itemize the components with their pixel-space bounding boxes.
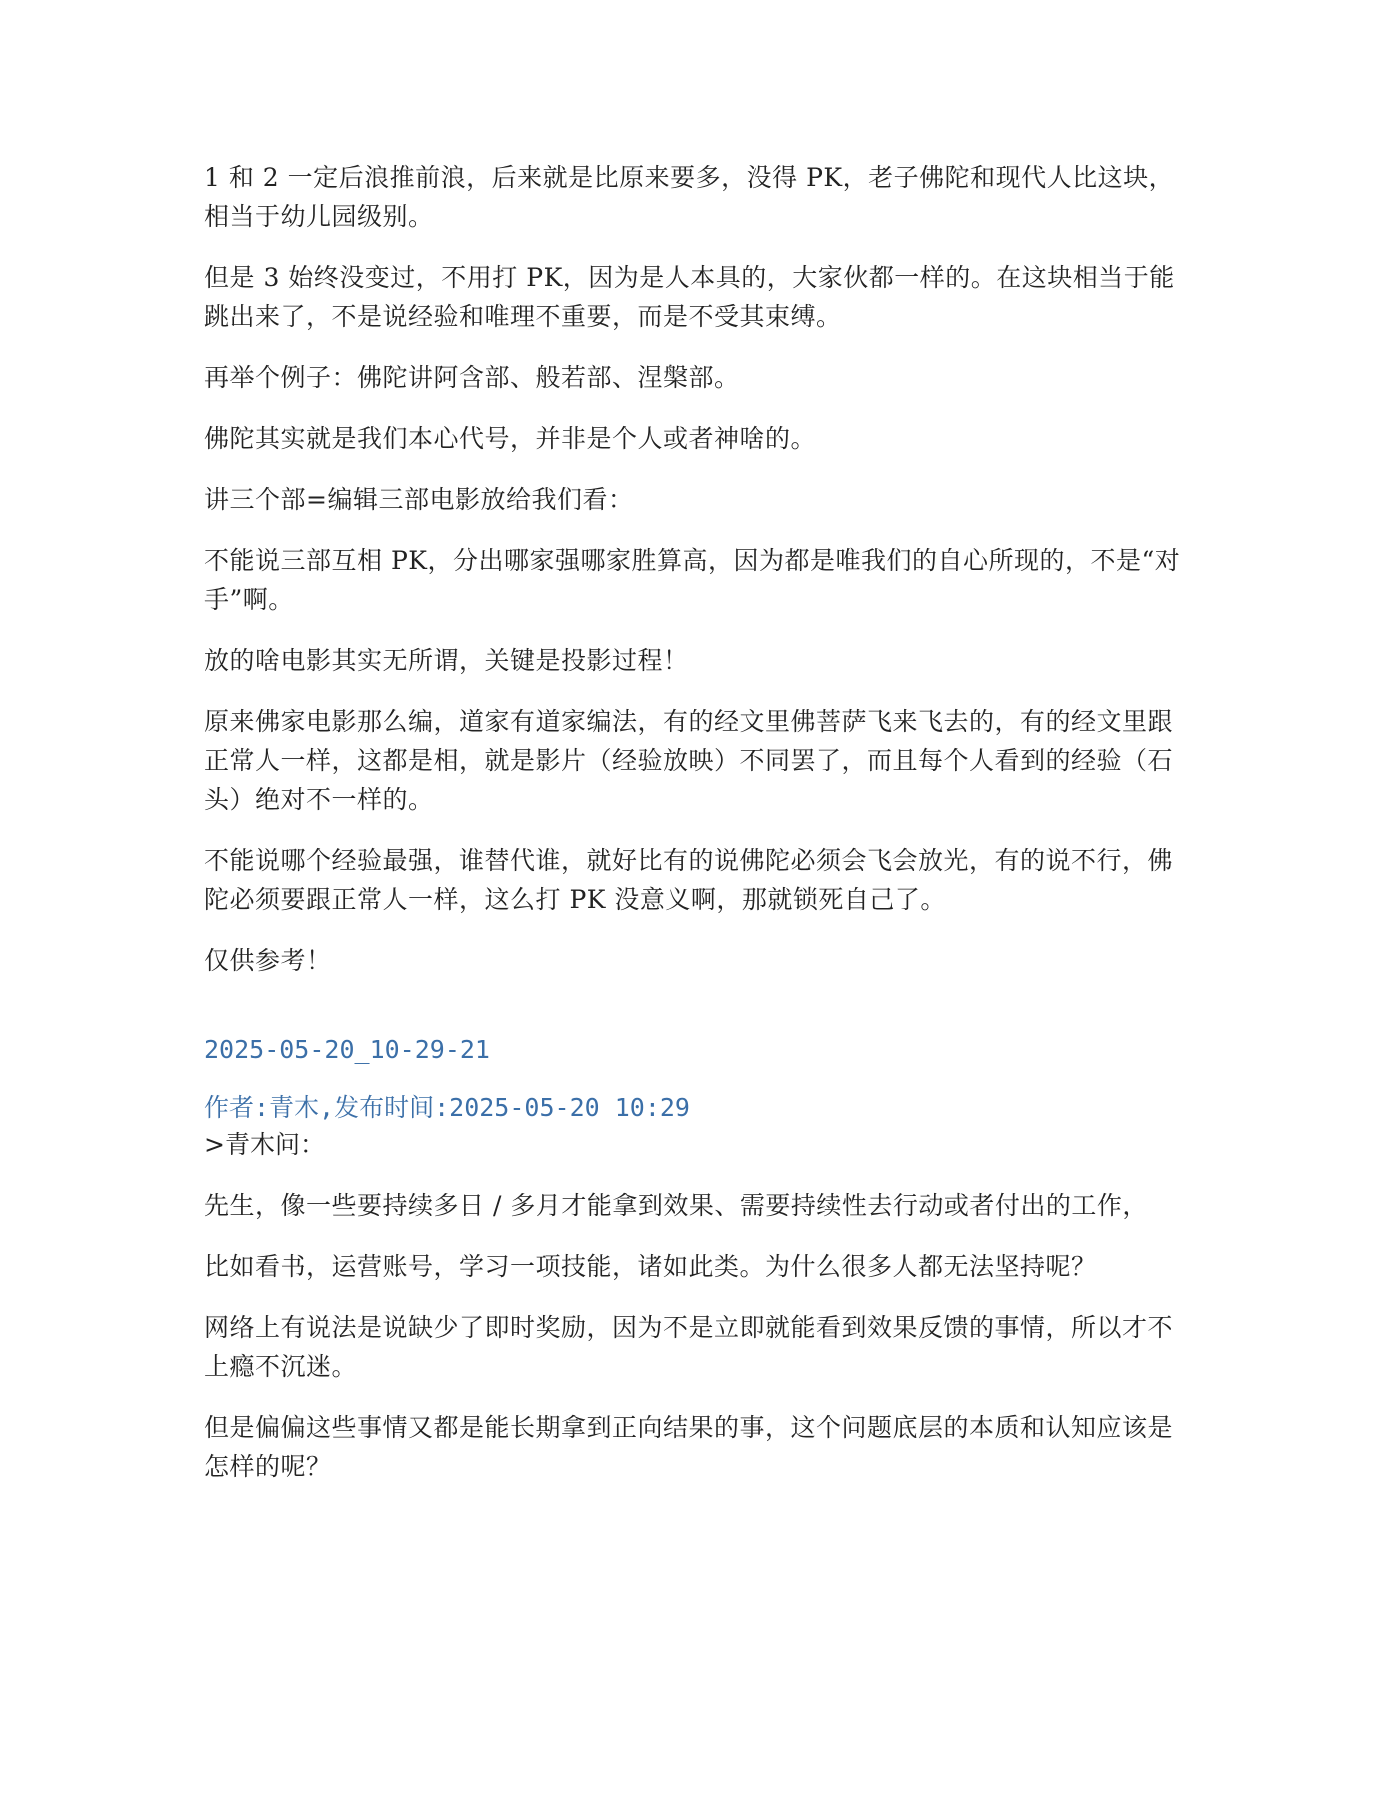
quote-line: >青木问： — [204, 1130, 325, 1159]
paragraph: 但是 3 始终没变过，不用打 PK，因为是人本具的，大家伙都一样的。在这块相当于能跳出来了，不是说经验和唯理不重要，而是不受其束缚。 — [204, 263, 1175, 331]
paragraph: 比如看书，运营账号，学习一项技能，诸如此类。为什么很多人都无法坚持呢？ — [204, 1252, 1097, 1281]
paragraph: 佛陀其实就是我们本心代号，并非是个人或者神啥的。 — [204, 424, 817, 453]
paragraph: 仅供参考！ — [204, 946, 332, 975]
document-page — [204, 158, 1194, 1508]
post-date-heading: 2025-05-20_10-29-21 — [204, 1035, 490, 1064]
paragraph: 再举个例子：佛陀讲阿含部、般若部、涅槃部。 — [204, 363, 740, 392]
paragraph: 放的啥电影其实无所谓，关键是投影过程！ — [204, 646, 689, 675]
paragraph: 1 和 2 一定后浪推前浪，后来就是比原来要多，没得 PK，老子佛陀和现代人比这块，相当于幼儿园级别。 — [204, 163, 1175, 231]
author-line: 作者:青木,发布时间:2025-05-20 10:29 — [204, 1093, 690, 1122]
paragraph: 讲三个部=编辑三部电影放给我们看： — [204, 485, 634, 514]
paragraph: 原来佛家电影那么编，道家有道家编法，有的经文里佛菩萨飞来飞去的，有的经文里跟正常人一样，这都是相，就是影片（经验放映）不同罢了，而且每个人看到的经验（石头）绝对不一样的。 — [204, 707, 1174, 814]
paragraph: 但是偏偏这些事情又都是能长期拿到正向结果的事，这个问题底层的本质和认知应该是怎样的呢？ — [204, 1413, 1174, 1481]
paragraph: 不能说三部互相 PK，分出哪家强哪家胜算高，因为都是唯我们的自心所现的，不是“对手”啊。 — [204, 546, 1181, 614]
paragraph: 先生，像一些要持续多日 / 多月才能拿到效果、需要持续性去行动或者付出的工作， — [204, 1191, 1148, 1220]
paragraph: 不能说哪个经验最强，谁替代谁，就好比有的说佛陀必须会飞会放光，有的说不行，佛陀必须要跟正常人一样，这么打 PK 没意义啊，那就锁死自己了。 — [204, 846, 1174, 914]
paragraph: 网络上有说法是说缺少了即时奖励，因为不是立即就能看到效果反馈的事情，所以才不上瘾不沉迷。 — [204, 1313, 1174, 1381]
